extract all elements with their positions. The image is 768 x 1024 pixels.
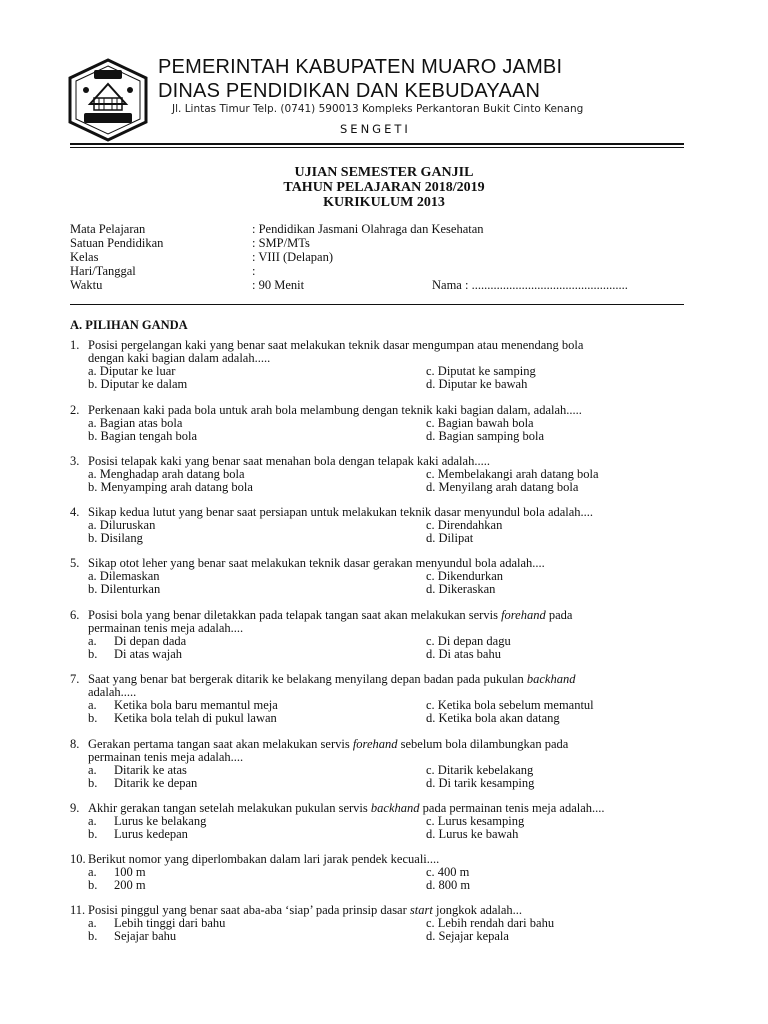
question-number: 10. — [70, 852, 86, 866]
curriculum: KURIKULUM 2013 — [323, 195, 445, 210]
question-number: 5. — [70, 556, 80, 570]
option-d: d. Ketika bola akan datang — [426, 711, 560, 725]
option-b: b. Disilang — [88, 531, 143, 545]
option-b — [88, 930, 176, 943]
identity-label: Satuan Pendidikan — [70, 236, 164, 250]
question-text: Sikap kedua lutut yang benar saat persiapan untuk melakukan teknik dasar menyundul bola adalah.... — [88, 505, 594, 519]
option-letter: a. — [88, 698, 97, 712]
option-b — [88, 879, 146, 892]
identity-label: Hari/Tanggal — [70, 264, 136, 278]
identity-value: : SMP/MTs — [252, 236, 310, 250]
question-item — [70, 455, 690, 494]
option-b — [88, 712, 277, 725]
option-c: c. Ketika bola sebelum memantul — [426, 698, 594, 712]
question-item — [70, 339, 690, 391]
question-item — [70, 802, 690, 841]
option-d: d. Lurus ke bawah — [426, 827, 519, 841]
option-text: 100 m — [114, 865, 146, 879]
option-text: Lurus kedepan — [114, 827, 188, 841]
question-text: Perkenaan kaki pada bola untuk arah bola melambung dengan teknik kaki bagian dalam, adalah..... — [88, 403, 582, 417]
option-c: c. Dikendurkan — [426, 569, 504, 583]
identity-label: Waktu — [70, 278, 103, 292]
question-item — [70, 904, 690, 943]
option-d: d. 800 m — [426, 878, 471, 892]
department-name: DINAS PENDIDIKAN DAN KEBUDAYAAN — [158, 80, 541, 102]
option-letter: b. — [88, 929, 98, 943]
identity-value: : Pendidikan Jasmani Olahraga dan Kesehatan — [252, 222, 484, 236]
question-text-cont: dengan kaki bagian dalam adalah..... — [88, 351, 271, 365]
option-d: d. Di tarik kesamping — [426, 776, 535, 790]
question-text-tail: pada permainan tenis meja adalah.... — [419, 801, 605, 815]
question-item — [70, 557, 690, 596]
exam-title: UJIAN SEMESTER GANJIL — [294, 165, 474, 180]
question-number: 8. — [70, 737, 80, 751]
option-text: Lebih tinggi dari bahu — [114, 916, 226, 930]
option-text: 200 m — [114, 878, 146, 892]
agency-name: PEMERINTAH KABUPATEN MUARO JAMBI — [158, 56, 563, 78]
option-d: d. Dikeraskan — [426, 582, 496, 596]
question-term: start — [409, 903, 433, 917]
option-c: c. Lebih rendah dari bahu — [426, 916, 555, 930]
identity-label: Kelas — [70, 250, 99, 264]
option-b — [88, 828, 188, 841]
question-number: 3. — [70, 454, 80, 468]
option-text: Ketika bola baru memantul meja — [114, 698, 278, 712]
option-letter: b. — [88, 878, 98, 892]
academic-year: TAHUN PELAJARAN 2018/2019 — [283, 180, 485, 195]
option-a: a. Bagian atas bola — [88, 416, 183, 430]
option-b: b. Bagian tengah bola — [88, 429, 197, 443]
question-item — [70, 853, 690, 892]
question-text: Posisi bola yang benar diletakkan pada telapak tangan saat akan melakukan servis — [88, 608, 502, 622]
option-c: c. Di depan dagu — [426, 634, 511, 648]
question-text-tail: pada — [545, 608, 573, 622]
agency-city: SENGETI — [340, 122, 411, 136]
question-item — [70, 609, 690, 661]
header-divider — [70, 304, 684, 305]
section-heading: A. PILIHAN GANDA — [70, 318, 188, 332]
question-text: Saat yang benar bat bergerak ditarik ke belakang menyilang depan badan pada pukulan — [88, 672, 527, 686]
letterhead-divider — [70, 143, 684, 145]
option-text: Lurus ke belakang — [114, 814, 207, 828]
identity-label: Mata Pelajaran — [70, 222, 146, 236]
option-letter: a. — [88, 763, 97, 777]
question-text: Akhir gerakan tangan setelah melakukan pukulan servis — [88, 801, 371, 815]
option-d: d. Bagian samping bola — [426, 429, 545, 443]
option-c: c. Diputat ke samping — [426, 364, 536, 378]
option-letter: a. — [88, 916, 97, 930]
question-text-tail: jongkok adalah... — [432, 903, 523, 917]
option-b: b. Menyamping arah datang bola — [88, 480, 253, 494]
option-c: c. Membelakangi arah datang bola — [426, 467, 599, 481]
option-b — [88, 777, 197, 790]
option-a: a. Diluruskan — [88, 518, 156, 532]
question-number: 4. — [70, 505, 80, 519]
question-text: Sikap otot leher yang benar saat melakukan teknik dasar gerakan menyundul bola adalah.... — [88, 556, 545, 570]
question-text: Gerakan pertama tangan saat akan melakukan servis — [88, 737, 353, 751]
letterhead-divider-thin — [70, 147, 684, 148]
option-d: d. Dilipat — [426, 531, 474, 545]
option-d: d. Di atas bahu — [426, 647, 501, 661]
option-letter: b. — [88, 776, 98, 790]
question-item — [70, 506, 690, 545]
question-text-cont: permainan tenis meja adalah.... — [88, 750, 244, 764]
question-term: backhand — [526, 672, 576, 686]
agency-address: Jl. Lintas Timur Telp. (0741) 590013 Kompleks Perkantoran Bukit Cinto Kenang — [172, 103, 584, 115]
option-b: b. Diputar ke dalam — [88, 377, 188, 391]
question-term: backhand — [370, 801, 420, 815]
option-text: Ketika bola telah di pukul lawan — [114, 711, 277, 725]
option-letter: a. — [88, 634, 97, 648]
option-letter: b. — [88, 711, 98, 725]
option-text: Sejajar bahu — [114, 929, 177, 943]
student-name-field: Nama : .................................................. — [432, 278, 628, 292]
question-text-cont: permainan tenis meja adalah.... — [88, 621, 244, 635]
question-term: forehand — [352, 737, 398, 751]
question-text-cont: adalah..... — [88, 685, 137, 699]
option-c: c. 400 m — [426, 865, 470, 879]
question-item — [70, 404, 690, 443]
option-text: Ditarik ke depan — [114, 776, 198, 790]
option-letter: a. — [88, 814, 97, 828]
option-c: c. Bagian bawah bola — [426, 416, 534, 430]
option-a: a. Dilemaskan — [88, 569, 160, 583]
option-letter: b. — [88, 827, 98, 841]
question-text: Posisi pinggul yang benar saat aba-aba ‘siap’ pada prinsip dasar — [88, 903, 410, 917]
option-b — [88, 648, 182, 661]
option-text: Di atas wajah — [114, 647, 183, 661]
option-b: b. Dilenturkan — [88, 582, 161, 596]
option-d: d. Diputar ke bawah — [426, 377, 528, 391]
option-text: Ditarik ke atas — [114, 763, 187, 777]
question-text: Berikut nomor yang diperlombakan dalam lari jarak pendek kecuali.... — [88, 852, 440, 866]
question-number: 1. — [70, 338, 80, 352]
option-d: d. Menyilang arah datang bola — [426, 480, 579, 494]
question-number: 6. — [70, 608, 80, 622]
option-c: c. Direndahkan — [426, 518, 503, 532]
identity-value: : — [252, 264, 256, 278]
muaro-jambi-crest-icon — [66, 58, 150, 142]
option-letter: b. — [88, 647, 98, 661]
question-text: Posisi telapak kaki yang benar saat menahan bola dengan telapak kaki adalah..... — [88, 454, 490, 468]
question-number: 7. — [70, 672, 80, 686]
question-term: forehand — [501, 608, 546, 622]
option-text: Di depan dada — [114, 634, 187, 648]
question-number: 9. — [70, 801, 80, 815]
question-number: 2. — [70, 403, 80, 417]
identity-value: : 90 Menit — [252, 278, 305, 292]
question-text: Posisi pergelangan kaki yang benar saat melakukan teknik dasar mengumpan atau menendang bola — [88, 338, 584, 352]
question-number: 11. — [70, 903, 86, 917]
question-item — [70, 738, 690, 790]
option-a: a. Menghadap arah datang bola — [88, 467, 245, 481]
identity-value: : VIII (Delapan) — [252, 250, 333, 264]
question-item — [70, 673, 690, 725]
option-d: d. Sejajar kepala — [426, 929, 509, 943]
option-c: c. Lurus kesamping — [426, 814, 525, 828]
question-text-tail: sebelum bola dilambungkan pada — [397, 737, 569, 751]
option-a: a. Diputar ke luar — [88, 364, 176, 378]
option-c: c. Ditarik kebelakang — [426, 763, 534, 777]
option-letter: a. — [88, 865, 97, 879]
